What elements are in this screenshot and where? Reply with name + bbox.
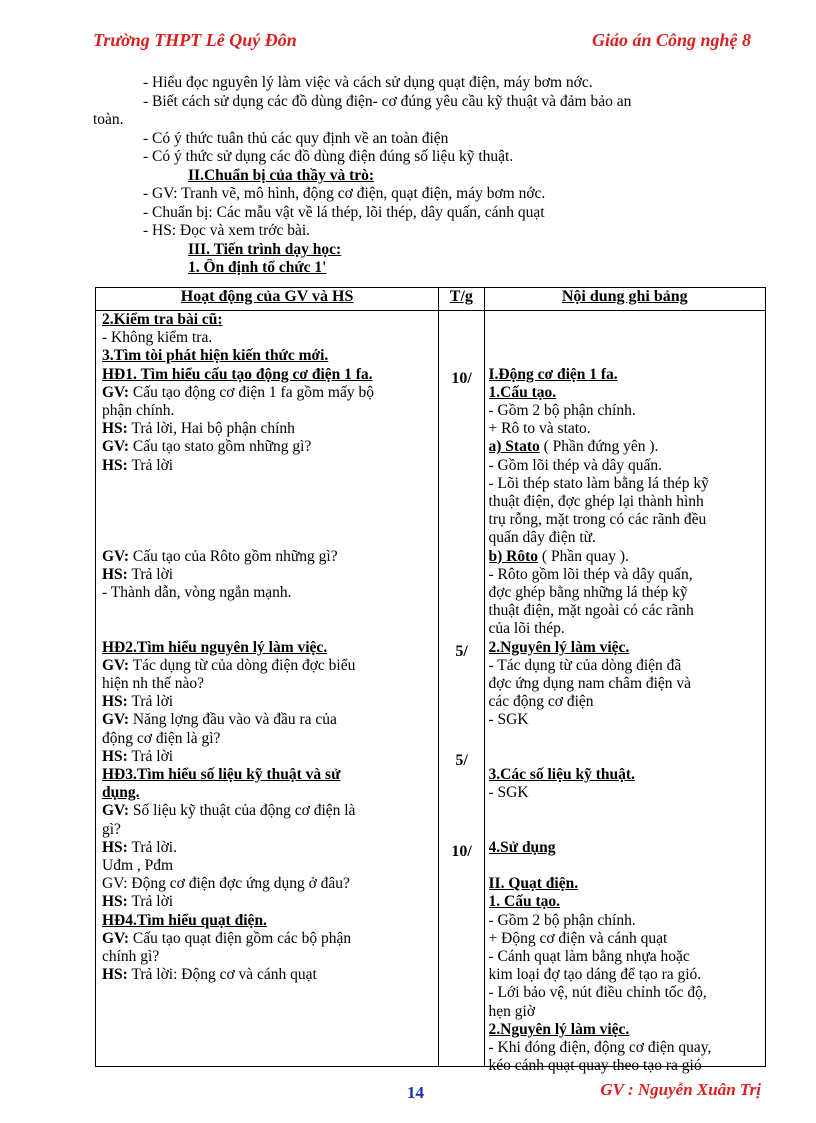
right-line (489, 566, 765, 584)
left-line (102, 912, 438, 930)
left-line (102, 402, 438, 420)
left-label: GV: (102, 656, 129, 674)
left-text: Trả lời. (127, 838, 177, 856)
section-heading-organization: 1. Ổn định tổ chức 1' (188, 259, 327, 276)
left-line (102, 784, 438, 802)
left-line (102, 802, 438, 820)
left-line (102, 384, 438, 402)
right-text: 4.Sử dụng (488, 838, 556, 856)
right-text: ( Phần đứng yên ). (539, 438, 659, 456)
right-line (489, 839, 765, 857)
left-line (102, 366, 438, 384)
right-label: a) Stato (488, 438, 540, 456)
left-line (102, 948, 438, 966)
left-line (102, 857, 438, 875)
left-label: HS: (102, 893, 128, 911)
right-text: thuật điện, mặt ngoài có các rãnh (488, 602, 694, 620)
right-line (489, 602, 765, 620)
right-text: kéo cánh quạt quay theo tạo ra gió (488, 1057, 702, 1075)
right-line (489, 366, 765, 384)
left-text: Tác dụng từ của dòng điện đợc biểu (129, 656, 356, 674)
right-text: của lõi thép. (488, 620, 565, 638)
right-line (489, 329, 765, 347)
lesson-table (95, 287, 766, 1075)
left-text: Số liệu kỹ thuật của động cơ điện là (129, 802, 356, 820)
right-line (489, 875, 765, 893)
header-time: T/g (439, 288, 484, 311)
left-line (102, 839, 438, 857)
intro-line: - Chuẩn bị: Các mẫu vật về lá thép, lõi thép, dây quấn, cánh quạt (143, 203, 545, 221)
left-line (102, 529, 438, 547)
left-label: HS: (102, 747, 128, 765)
left-text: động cơ điện là gì? (102, 729, 221, 747)
right-text: kim loại đợ tạo dáng để tạo ra gió. (488, 966, 702, 984)
right-line (489, 475, 765, 493)
left-line (102, 329, 438, 347)
left-text: phận chính. (102, 402, 175, 420)
right-text: - Lõi thép stato làm bằng lá thép kỹ (488, 474, 709, 492)
left-label: GV: (102, 929, 129, 947)
intro-line-wrap: toàn. (93, 111, 124, 128)
left-line (102, 657, 438, 675)
right-line (489, 966, 765, 984)
left-line (102, 821, 438, 839)
left-line (102, 966, 438, 984)
right-text: - Rôto gồm lõi thép và dây quấn, (488, 565, 693, 583)
right-text: hẹn giờ (488, 1002, 536, 1020)
right-line (489, 711, 765, 729)
right-line (489, 457, 765, 475)
right-text: - Gồm lõi thép và dây quấn. (488, 456, 662, 474)
right-line (489, 766, 765, 784)
right-line (489, 930, 765, 948)
right-text: - SGK (488, 711, 529, 729)
right-text: đợc ghép bằng những lá thép kỹ (488, 584, 688, 601)
right-line (489, 511, 765, 529)
left-text: - Không kiểm tra. (102, 329, 213, 347)
right-line (489, 912, 765, 930)
footer-author: GV : Nguyễn Xuân Trị (600, 1080, 761, 1099)
right-line (489, 821, 765, 839)
right-line (489, 748, 765, 766)
right-text: I.Động cơ điện 1 fa. (488, 365, 618, 383)
left-text: 3.Tìm tòi phát hiện kiến thức mới. (102, 347, 329, 365)
right-line (489, 347, 765, 365)
time-allocation: 10/ (451, 842, 472, 860)
right-line (489, 730, 765, 748)
left-line (102, 620, 438, 638)
left-text: HĐ2.Tìm hiểu nguyên lý làm việc. (102, 638, 328, 656)
left-text: Cấu tạo động cơ điện 1 fa gồm mấy bộ (129, 383, 374, 401)
left-text: Cấu tạo stato gồm những gì? (129, 438, 312, 456)
left-line (102, 511, 438, 529)
left-text: Trả lời: Động cơ và cánh quạt (127, 966, 317, 984)
left-label: HS: (102, 838, 128, 856)
table-header-row (96, 288, 766, 311)
left-line (102, 311, 438, 329)
right-text: II. Quạt điện. (488, 875, 579, 893)
right-line (489, 857, 765, 875)
header-board-content: Nội dung ghi bảng (484, 288, 765, 311)
left-text: Uđm , Pđm (102, 857, 174, 874)
left-line (102, 420, 438, 438)
left-label: HS: (102, 456, 128, 474)
left-text: GV: Động cơ điện đợc ứng dụng ở đâu? (102, 875, 350, 893)
left-text: gì? (102, 820, 121, 838)
left-label: GV: (102, 383, 129, 401)
right-text: thuật điện, đợc ghép lại thành hình (488, 492, 704, 510)
left-text: HĐ3.Tìm hiểu số liệu kỹ thuật và sử (102, 765, 341, 783)
left-label: GV: (102, 438, 129, 456)
left-label: GV: (102, 711, 129, 729)
left-line (102, 693, 438, 711)
right-text: quấn dây điện từ. (488, 529, 596, 547)
left-label: HS: (102, 420, 128, 438)
left-text: Trả lời (127, 747, 174, 765)
right-text: - SGK (488, 784, 529, 802)
right-text: các động cơ điện (488, 693, 594, 711)
left-line (102, 457, 438, 475)
right-line (489, 493, 765, 511)
left-text: chính gì? (102, 948, 160, 966)
time-allocation: 5/ (455, 751, 468, 769)
right-line (489, 420, 765, 438)
header-school: Trường THPT Lê Quý Đôn (93, 30, 297, 50)
section-heading-preparation: II.Chuẩn bị của thầy và trò: (188, 166, 375, 184)
left-text: Trả lời (127, 456, 174, 474)
right-line (489, 675, 765, 693)
table-body-row (96, 311, 766, 1067)
right-text: 1. Cấu tạo. (488, 893, 560, 911)
left-line (102, 875, 438, 893)
left-line (102, 475, 438, 493)
right-text: + Rô to và stato. (488, 420, 591, 438)
right-line (489, 1021, 765, 1039)
left-text: Trả lời (127, 693, 174, 711)
intro-line: - Có ý thức sử dụng các đồ dùng điện đúng số liệu kỹ thuật. (143, 148, 514, 165)
right-text: + Động cơ điện và cánh quạt (488, 929, 668, 947)
right-text: - Cánh quạt làm bằng nhựa hoặc (488, 947, 690, 965)
right-line (489, 1057, 765, 1075)
right-line (489, 311, 765, 329)
right-text: - Lới bảo vệ, nút điều chỉnh tốc độ, (488, 984, 707, 1002)
left-line (102, 675, 438, 693)
intro-line: - GV: Tranh vẽ, mô hình, động cơ điện, quạt điện, máy bơm nớc. (143, 185, 546, 202)
right-line (489, 784, 765, 802)
right-line (489, 802, 765, 820)
left-line (102, 766, 438, 784)
right-text: - Khi đóng điện, động cơ điện quay, (488, 1039, 712, 1056)
right-line (489, 893, 765, 911)
left-label: HS: (102, 565, 128, 583)
right-text: 2.Nguyên lý làm việc. (488, 638, 630, 656)
right-line (489, 1003, 765, 1021)
left-line (102, 602, 438, 620)
left-text: Năng lợng đầu vào và đầu ra của (129, 711, 337, 729)
right-text: ( Phần quay ). (538, 547, 629, 565)
left-text: HĐ1. Tìm hiểu cấu tạo động cơ điện 1 fa. (102, 365, 373, 383)
left-text: Cấu tạo của Rôto gồm những gì? (129, 547, 338, 565)
right-line (489, 584, 765, 602)
left-line (102, 730, 438, 748)
right-text: đợc ứng dụng nam châm điện và (488, 675, 692, 693)
intro-line: - Có ý thức tuân thủ các quy định về an toàn điện (143, 129, 449, 147)
left-text: hiện nh thế nào? (102, 674, 205, 692)
right-line (489, 639, 765, 657)
left-line (102, 584, 438, 602)
right-text: 2.Nguyên lý làm việc. (488, 1020, 630, 1038)
right-line (489, 620, 765, 638)
right-label: b) Rôto (488, 547, 539, 565)
right-line (489, 948, 765, 966)
left-label: HS: (102, 693, 128, 711)
intro-line: - Hiểu đọc nguyên lý làm việc và cách sử dụng quạt điện, máy bơm nớc. (143, 74, 593, 91)
time-cell (439, 311, 484, 1067)
left-label: GV: (102, 802, 129, 820)
left-label: GV: (102, 547, 129, 565)
left-line (102, 893, 438, 911)
left-text: Trả lời, Hai bộ phận chính (127, 420, 295, 438)
right-line (489, 1039, 765, 1057)
intro-line: - Biết cách sử dụng các đồ dùng điện- cơ đúng yêu cầu kỹ thuật và đảm bảo an (143, 92, 632, 110)
right-text: 3.Các số liệu kỹ thuật. (488, 766, 635, 783)
board-content-cell (484, 311, 765, 1075)
left-text: dụng. (102, 784, 140, 802)
left-line (102, 548, 438, 566)
activities-cell (96, 311, 439, 1067)
intro-section (93, 74, 753, 278)
right-text: - Tác dụng từ của dòng điện đã (488, 656, 682, 674)
left-text: Cấu tạo quạt điện gồm các bộ phận (129, 929, 352, 947)
left-label: HS: (102, 966, 128, 984)
left-line (102, 930, 438, 948)
right-line (489, 384, 765, 402)
right-line (489, 548, 765, 566)
intro-line: - HS: Đọc và xem trớc bài. (143, 222, 311, 239)
section-heading-process: III. Tiến trình dạy học: (188, 240, 342, 258)
right-line (489, 402, 765, 420)
right-line (489, 657, 765, 675)
time-allocation: 5/ (455, 642, 468, 660)
right-text: - Gồm 2 bộ phận chính. (488, 401, 636, 419)
left-line (102, 566, 438, 584)
left-text: 2.Kiểm tra bài cũ: (102, 311, 223, 328)
right-line (489, 529, 765, 547)
right-line (489, 984, 765, 1002)
left-line (102, 347, 438, 365)
right-text: trụ rỗng, mặt trong có các rãnh đều (488, 511, 707, 529)
header-subject: Giáo án Công nghệ 8 (591, 30, 751, 50)
page-number: 14 (407, 1083, 424, 1102)
left-text: HĐ4.Tìm hiểu quạt điện. (102, 911, 267, 929)
left-line (102, 711, 438, 729)
left-line (102, 493, 438, 511)
left-text: - Thành dẫn, vòng ngắn mạnh. (102, 583, 292, 601)
right-line (489, 693, 765, 711)
left-line (102, 438, 438, 456)
right-line (489, 438, 765, 456)
right-text: 1.Cấu tạo. (488, 383, 557, 401)
left-text: Trả lời (127, 893, 174, 911)
left-line (102, 639, 438, 657)
left-text: Trả lời (127, 565, 174, 583)
time-allocation: 10/ (451, 369, 472, 387)
left-line (102, 748, 438, 766)
header-activities: Hoạt động của GV và HS (96, 288, 439, 311)
right-text: - Gồm 2 bộ phận chính. (488, 911, 636, 929)
